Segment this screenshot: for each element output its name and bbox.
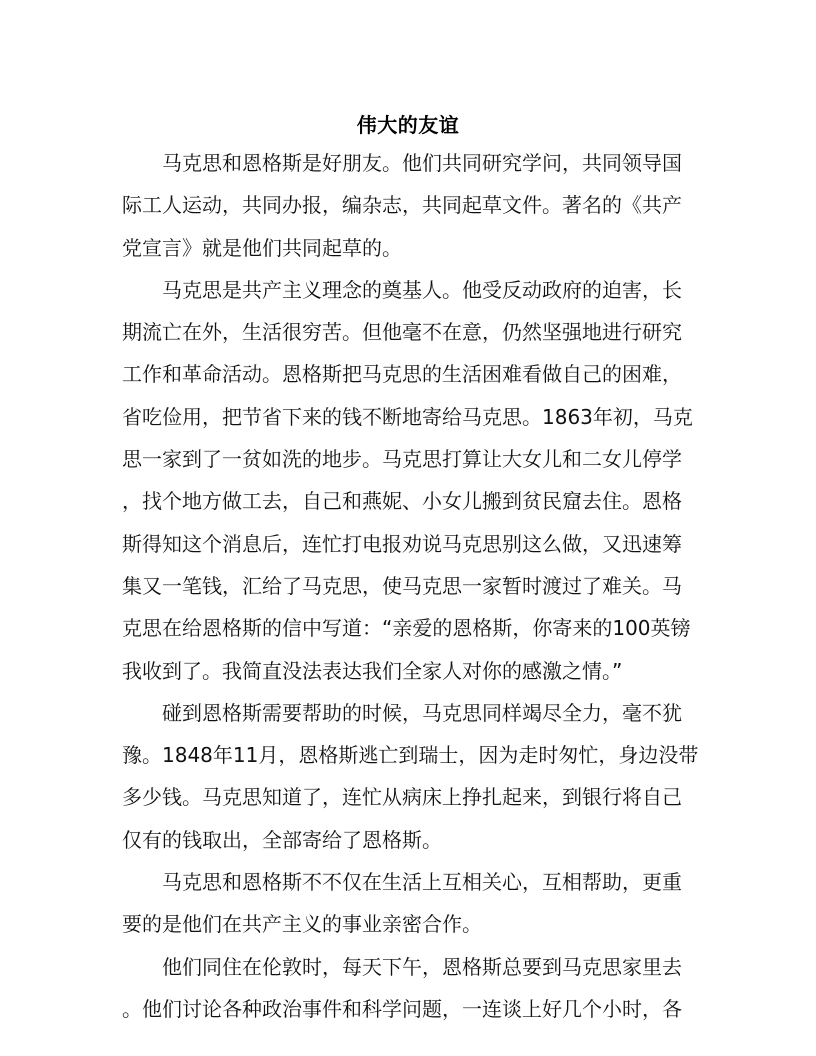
document-title: 伟大的友谊 [356, 113, 460, 137]
text-line: 克思在给恩格斯的信中写道：“亲爱的恩格斯，你寄来的100英镑 [122, 616, 691, 641]
text-line: 马克思和恩格斯是好朋友。他们共同研究学问，共同领导国 [162, 151, 682, 175]
document-body [122, 142, 702, 1030]
text-line: 党宣言》就是他们共同起草的。 [122, 235, 402, 260]
text-line: 思一家到了一贫如洗的地步。马克思打算让大女儿和二女儿停学 [122, 447, 682, 472]
text-line: 要的是他们在共产主义的事业亲密合作。 [122, 912, 482, 937]
text-line: 马克思是共产主义理念的奠基人。他受反动政府的迫害，长 [162, 277, 682, 302]
text-line: 我收到了。我简直没法表达我们全家人对你的感激之情。” [122, 658, 623, 683]
text-line: 斯得知这个消息后，连忙打电报劝说马克思别这么做，又迅速筹 [122, 531, 682, 556]
text-line: 他们同住在伦敦时，每天下午，恩格斯总要到马克思家里去 [162, 954, 682, 979]
text-line: 工作和革命活动。恩格斯把马克思的生活困难看做自己的困难， [122, 362, 682, 387]
text-line: 集又一笔钱，汇给了马克思，使马克思一家暂时渡过了难关。马 [122, 573, 682, 598]
text-line: 省吃俭用，把节省下来的钱不断地寄给马克思。1863年初，马克 [122, 404, 693, 429]
text-line: 。他们讨论各种政治事件和科学问题，一连谈上好几个小时，各 [122, 996, 682, 1021]
text-line: 仅有的钱取出，全部寄给了恩格斯。 [122, 827, 442, 852]
text-line: 期流亡在外，生活很穷苦。但他毫不在意，仍然坚强地进行研究 [122, 320, 682, 345]
text-line: ，找个地方做工去，自己和燕妮、小女儿搬到贫民窟去住。恩格 [122, 489, 682, 514]
text-line: 马克思和恩格斯不不仅在生活上互相关心，互相帮助，更重 [162, 870, 682, 895]
text-line: 豫。1848年11月，恩格斯逃亡到瑞士，因为走时匆忙，身边没带 [122, 743, 699, 768]
text-line: 多少钱。马克思知道了，连忙从病床上挣扎起来，到银行将自己 [122, 785, 682, 810]
text-line: 碰到恩格斯需要帮助的时候，马克思同样竭尽全力，毫不犹 [162, 700, 682, 725]
text-line: 际工人运动，共同办报，编杂志，共同起草文件。著名的《共产 [122, 193, 682, 218]
